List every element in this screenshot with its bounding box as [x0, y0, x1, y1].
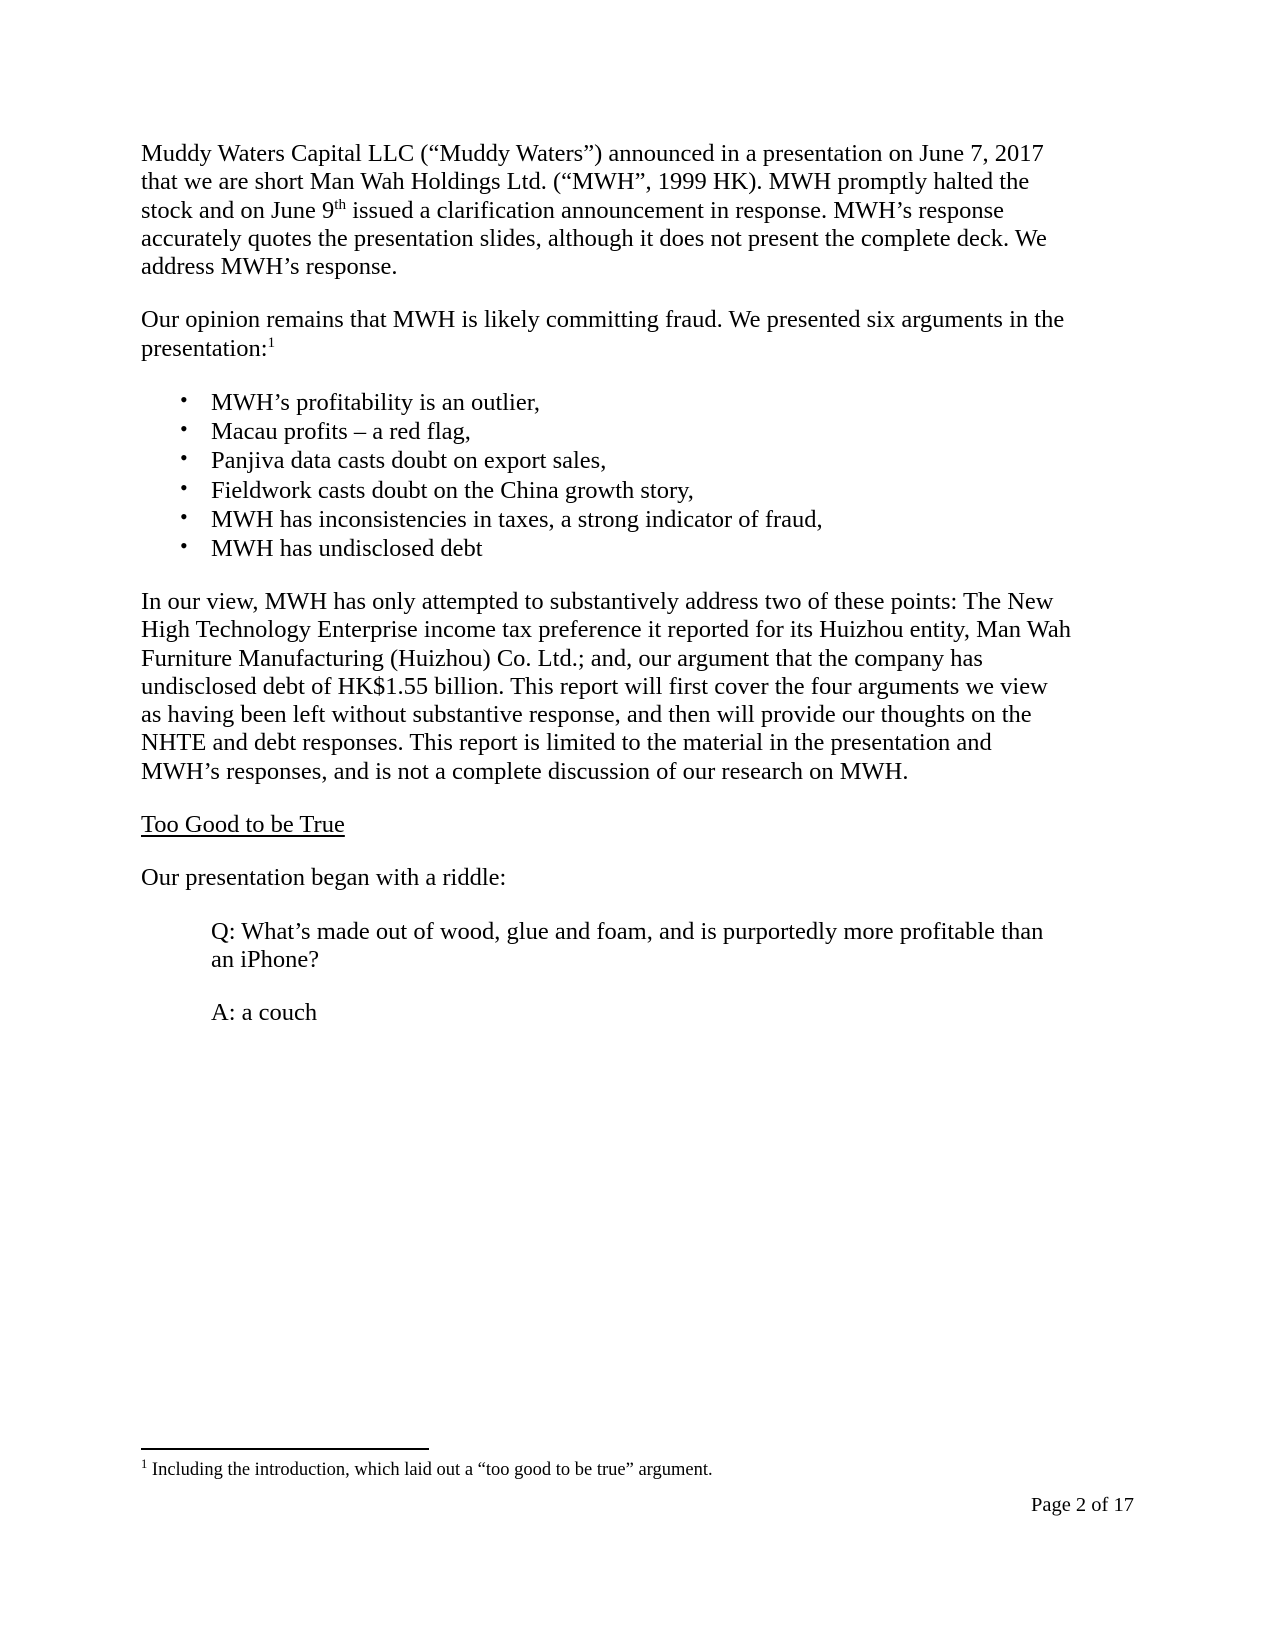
- paragraph-intro-part2: issued a clarification announcement in response. MWH’s response accurately quotes the presentation slides, although it does not present the complete deck. We address MWH’s response.: [141, 196, 1047, 281]
- list-item: [141, 505, 1071, 534]
- paragraph-opinion: [141, 306, 1071, 363]
- footnote-reference-1[interactable]: 1: [267, 333, 276, 351]
- footnote-1: [141, 1456, 1071, 1481]
- paragraph-intro-part1: Muddy Waters Capital LLC (“Muddy Waters”) announced in a presentation on June 7, 2017 that we are short Man Wah Holdings Ltd. (“MWH”, 1999 HK). MWH promptly halted the stock and on June 9: [141, 140, 1044, 224]
- footnote-area: [141, 1448, 1071, 1481]
- document-body: [141, 140, 1071, 1052]
- footnote-1-text: Including the introduction, which laid out a “too good to be true” argument.: [147, 1460, 713, 1480]
- ordinal-suffix-th: th: [334, 195, 347, 213]
- list-item: [141, 534, 1071, 563]
- section-heading-too-good-to-be-true: [141, 811, 1071, 839]
- list-item: [141, 417, 1071, 446]
- list-item: [141, 446, 1071, 475]
- paragraph-opinion-text: Our opinion remains that MWH is likely committing fraud. We presented six arguments in the presentation:: [141, 306, 1065, 362]
- list-item: [141, 476, 1071, 505]
- argument-label: Macau profits – a red flag,: [211, 418, 471, 446]
- footnote-separator-rule: [141, 1448, 429, 1450]
- riddle-question: Q: What’s made out of wood, glue and foam, and is purportedly more profitable than an iPhone?: [211, 917, 1044, 973]
- argument-label: MWH has undisclosed debt: [211, 534, 483, 562]
- riddle-answer: A: a couch: [211, 999, 318, 1027]
- footnote-marker-1: 1: [141, 1456, 148, 1471]
- argument-label: MWH’s profitability is an outlier,: [211, 389, 541, 417]
- section-heading-label: Too Good to be True: [141, 811, 345, 838]
- paragraph-riddle-intro: Our presentation began with a riddle:: [141, 864, 507, 892]
- list-item: [141, 388, 1071, 417]
- argument-label: Fieldwork casts doubt on the China growth story,: [211, 476, 694, 504]
- paragraph-our-view: In our view, MWH has only attempted to substantively address two of these points: The New High Technology Enterprise income tax preference it reported for its Huizhou entity, Man Wah Furniture Manufacturing (Huizhou) Co. Ltd.; and, our argument that the company has undisclosed debt of HK$1.55 billion. This report will first cover the four arguments we view as having been left without substantive response, and then will provide our thoughts on the NHTE and debt responses. This report is limited to the material in the presentation and MWH’s responses, and is not a complete discussion of our research on MWH.: [141, 587, 1071, 785]
- argument-label: MWH has inconsistencies in taxes, a strong indicator of fraud,: [211, 505, 823, 533]
- argument-label: Panjiva data casts doubt on export sales,: [211, 447, 607, 475]
- arguments-list: [141, 388, 1071, 563]
- paragraph-intro: [141, 140, 1071, 281]
- page-number-footer: Page 2 of 17: [1030, 1494, 1134, 1516]
